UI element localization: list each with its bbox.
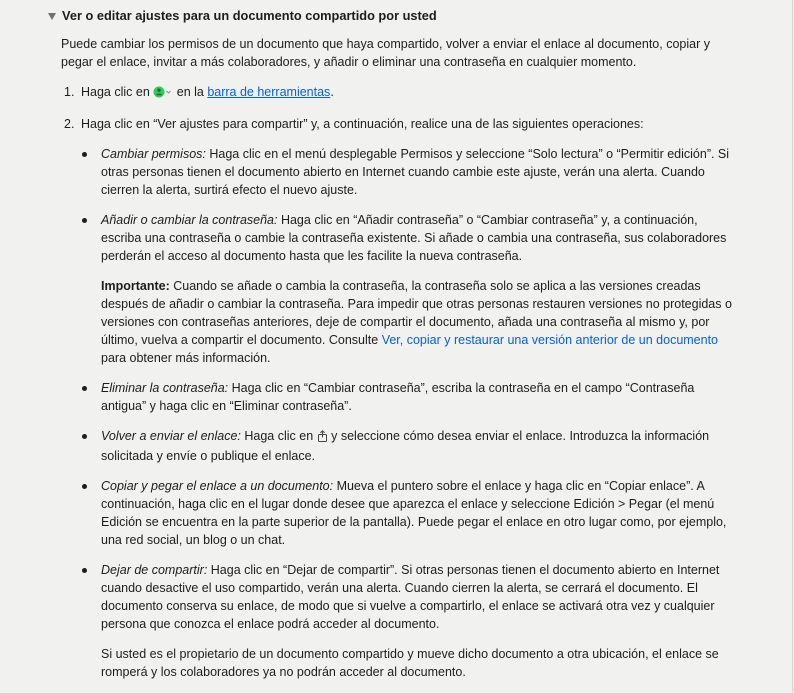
bullet-icon [82, 484, 87, 489]
bullet-icon [82, 218, 87, 223]
option-term: Volver a enviar el enlace: [101, 429, 241, 443]
option-post: y seleccione cómo desea enviar el enlace. Introduzca la información solicitada y envíe o publique el enlace. [101, 429, 710, 463]
bullet-icon [82, 434, 87, 439]
section-disclosure-header[interactable] [48, 7, 437, 25]
step-1-pre: Haga clic en [81, 85, 154, 99]
article-content [61, 35, 741, 693]
collaborate-icon [153, 85, 173, 103]
options-list [81, 145, 741, 681]
step-2 [61, 115, 741, 681]
intro-paragraph: Puede cambiar los permisos de un documento que haya compartido, volver a enviar el enlace al documento, copiar y pegar el enlace, invitar a más colaboradores, y añadir o eliminar una contraseña en cualquier momento. [61, 37, 710, 69]
option-term: Añadir o cambiar la contraseña: [101, 213, 278, 227]
option-text: Haga clic en “Cambiar contraseña”, escriba la contraseña en el campo “Contraseña antigua” y haga clic en “Eliminar contraseña”. [101, 381, 695, 413]
option-copy-paste-link [81, 477, 741, 549]
step-1-post: . [330, 85, 334, 99]
bullet-icon [82, 386, 87, 391]
option-term: Dejar de compartir: [101, 563, 208, 577]
option-remove-password [81, 379, 741, 415]
option-term: Eliminar la contraseña: [101, 381, 229, 395]
option-pre: Haga clic en [240, 429, 317, 443]
step-number: 2. [64, 117, 75, 131]
option-text: Haga clic en el menú desplegable Permisos y seleccione “Solo lectura” o “Permitir edición”. Si otras personas tienen el documento abierto en Internet cuando cambie este ajuste, verán una alerta. Cuando cierren la alerta, surtirá efecto el nuevo ajuste. [101, 147, 730, 197]
option-resend-link [81, 427, 741, 465]
option-change-permissions [81, 145, 741, 199]
bullet-icon [82, 568, 87, 573]
owner-move-note: Si usted es el propietario de un documento compartido y mueve dicho documento a otra ubicación, el enlace se romperá y los colaboradores ya no podrán acceder al documento. [101, 647, 719, 679]
important-label: Importante: [101, 279, 170, 293]
option-text: Haga clic en “Dejar de compartir”. Si otras personas tienen el documento abierto en Internet cuando desactive el uso compartido, verán una alerta. Cuando cierren la alerta, se cerrará el documento. El documento conserva su enlace, de modo que si vuelve a compartirlo, el enlace se activará otra vez y cualquier persona que conozca el enlace podrá acceder al documento. [101, 563, 720, 631]
toolbar-link[interactable]: barra de herramientas [207, 85, 331, 99]
step-number: 1. [64, 85, 75, 99]
important-note [101, 277, 741, 367]
disclosure-triangle-icon[interactable] [48, 13, 56, 20]
share-icon [317, 429, 328, 447]
step-2-text: Haga clic en “Ver ajustes para compartir” y, a continuación, realice una de las siguientes operaciones: [81, 117, 644, 131]
step-1-mid: en la [173, 85, 208, 99]
bullet-icon [82, 152, 87, 157]
option-term: Cambiar permisos: [101, 147, 206, 161]
option-text: Mueva el puntero sobre el enlace y haga clic en “Copiar enlace”. A continuación, haga clic en el lugar donde desee que aparezca el enlace y seleccione Edición > Pegar (el menú Edición se encuentra en la parte superior de la pantalla). Puede pegar el enlace en otro lugar como, por ejemplo, una red social, un blog o un chat. [101, 479, 727, 547]
step-1 [61, 83, 741, 103]
restore-version-link[interactable]: Ver, copiar y restaurar una versión anterior de un documento [381, 333, 719, 347]
important-text: Cuando se añade o cambia la contraseña, la contraseña solo se aplica a las versiones creadas después de añadir o cambiar la contraseña. Para impedir que otras personas restauren versiones no protegidas o versiones con contraseñas anteriores, deje de compartir el documento, añada una contraseña al mismo y, por último, vuelva a compartir el documento. Consulte [101, 279, 732, 347]
option-term: Copiar y pegar el enlace a un documento: [101, 479, 334, 493]
option-add-change-password [81, 211, 741, 367]
section-title: Ver o editar ajustes para un documento compartido por usted [62, 8, 437, 23]
important-post: para obtener más información. [101, 351, 271, 365]
option-stop-sharing [81, 561, 741, 681]
steps-list [61, 83, 741, 681]
option-text: Haga clic en “Añadir contraseña” o “Cambiar contraseña” y, a continuación, escriba una contraseña o cambie la contraseña existente. Si añade o cambia una contraseña, sus colaboradores perderán el acceso al documento hasta que les facilite la nueva contraseña. [101, 213, 727, 263]
